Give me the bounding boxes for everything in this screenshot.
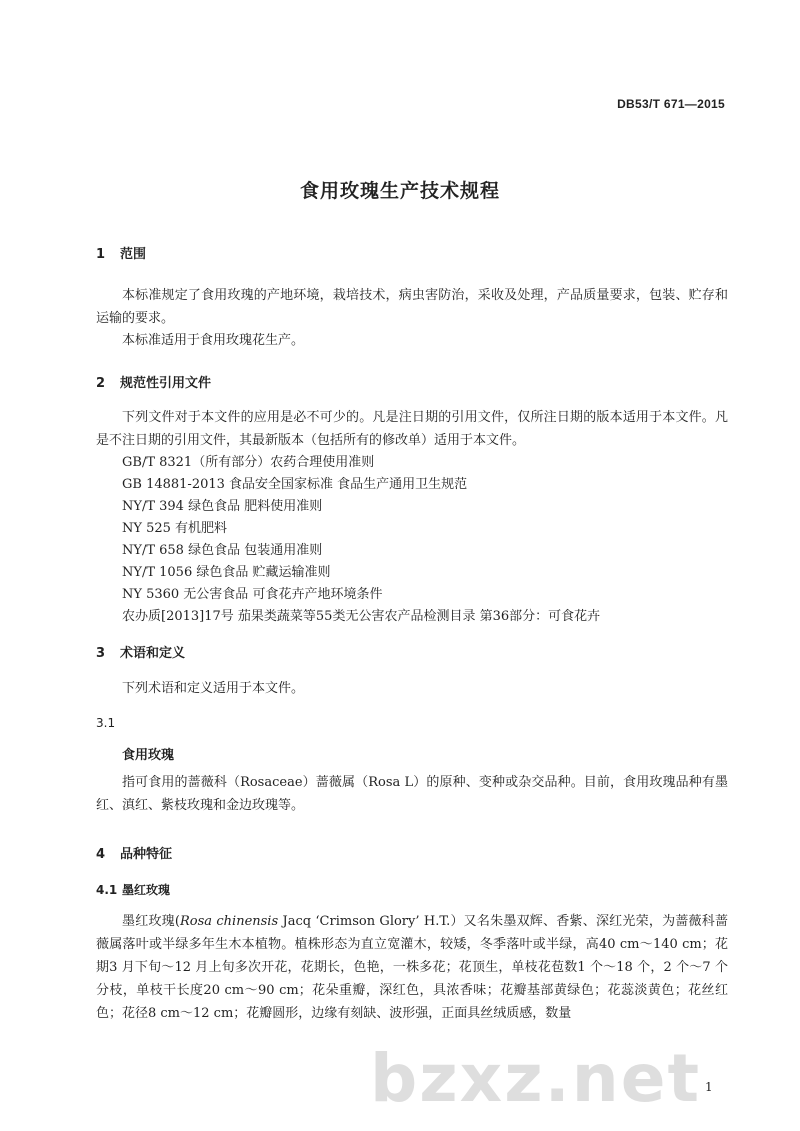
paragraph-text: 墨红玫瑰( <box>122 914 180 929</box>
subsection-4-1-heading <box>96 881 170 898</box>
page-number: 1 <box>705 1080 713 1094</box>
section-3-heading <box>96 642 185 661</box>
section-1-heading <box>96 243 146 262</box>
section-number: 2 <box>96 376 106 391</box>
term-definition: 指可食用的蔷薇科（Rosaceae）蔷薇属（Rosa L）的原种、变种或杂交品种。目前，食用玫瑰品种有墨红、滇红、紫枝玫瑰和金边玫瑰等。 <box>96 775 728 813</box>
term-number: 3.1 <box>96 716 116 730</box>
reference-item: NY 525 有机肥料 <box>122 521 228 536</box>
reference-item: NY/T 394 绿色食品 肥料使用准则 <box>122 499 323 514</box>
page-title: 食用玫瑰生产技术规程 <box>299 180 500 202</box>
section-2-heading <box>96 372 211 391</box>
section-number: 3 <box>96 646 106 661</box>
section-4-heading <box>96 843 172 862</box>
section-number: 4 <box>96 847 106 862</box>
term-name: 食用玫瑰 <box>122 748 175 763</box>
reference-item: NY/T 1056 绿色食品 贮藏运输准则 <box>122 565 331 580</box>
section-1-paragraph-1: 本标准规定了食用玫瑰的产地环境，栽培技术，病虫害防治，采收及处理，产品质量要求，包装、贮存和运输的要求。 <box>96 288 728 326</box>
latin-name: Rosa chinensis <box>179 914 279 929</box>
subsection-title: 墨红玫瑰 <box>122 883 171 897</box>
reference-item: NY/T 658 绿色食品 包装通用准则 <box>122 543 323 558</box>
watermark: bzxz.net <box>370 1040 702 1117</box>
paragraph-text: Jacq ‘Crimson Glory’ H.T.）又名朱墨双辉、香紫、深红光荣，为蔷薇科蔷薇属落叶或半绿多年生木本植物。植株形态为直立宽灌木，较矮，冬季落叶或半绿，高40 cm～140 cm；花期3 月下旬～12 月上旬多次开花，花期长，色艳，一株多花；花顶生，单枝花苞数1 个～18 个，2 个～7 个分枝，单枝干长度20 cm～90 cm；花朵重瓣，深红色，具浓香味；花瓣基部黄绿色；花蕊淡黄色；花丝红色；花径8 cm～12 cm；花瓣圆形，边缘有刻缺、波形强，正面具丝绒质感，数量 <box>96 914 728 1021</box>
subsection-4-1-paragraph <box>96 910 728 1025</box>
reference-item: 农办质[2013]17号 茄果类蔬菜等55类无公害农产品检测目录 第36部分：可食花卉 <box>122 609 601 624</box>
section-title: 范围 <box>120 247 147 262</box>
reference-item: NY 5360 无公害食品 可食花卉产地环境条件 <box>122 587 383 602</box>
reference-item: GB/T 8321（所有部分）农药合理使用准则 <box>122 455 375 470</box>
subsection-number: 4.1 <box>96 883 118 897</box>
document-code: DB53/T 671—2015 <box>617 97 725 111</box>
section-2-paragraph-1: 下列文件对于本文件的应用是必不可少的。凡是注日期的引用文件，仅所注日期的版本适用于本文件。凡是不注日期的引用文件，其最新版本（包括所有的修改单）适用于本文件。 <box>96 410 728 448</box>
section-number: 1 <box>96 247 106 262</box>
section-title: 术语和定义 <box>120 646 186 661</box>
reference-item: GB 14881-2013 食品安全国家标准 食品生产通用卫生规范 <box>122 477 468 492</box>
section-1-paragraph-2: 本标准适用于食用玫瑰花生产。 <box>122 333 305 348</box>
section-3-paragraph-1: 下列术语和定义适用于本文件。 <box>122 681 305 696</box>
section-title: 规范性引用文件 <box>120 376 212 391</box>
section-title: 品种特征 <box>120 847 173 862</box>
